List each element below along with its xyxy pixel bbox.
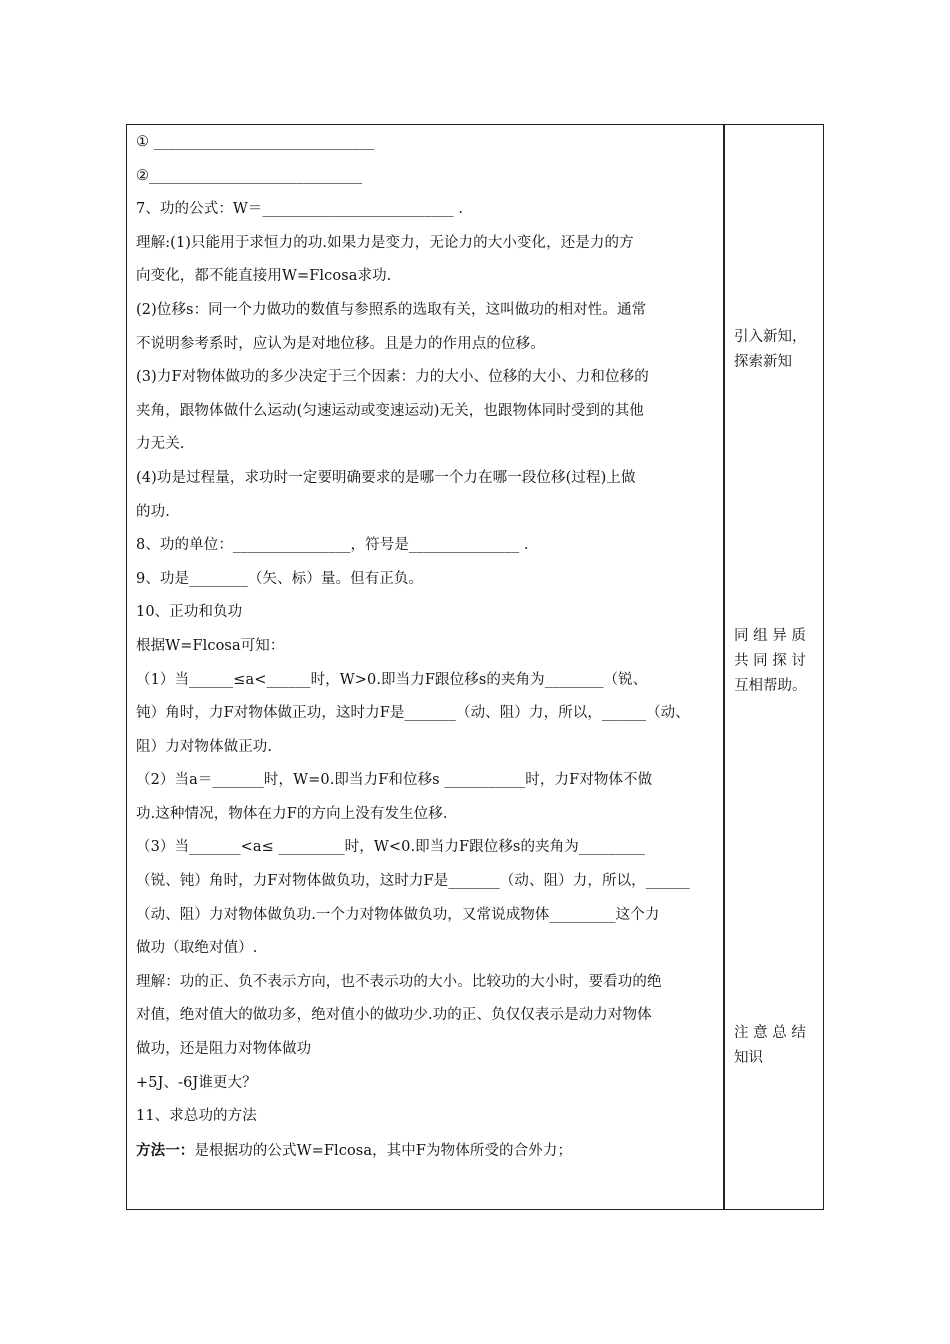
method-one-line (136, 1134, 716, 1168)
text-line: 9、功是________（矢、标）量。但有正负。 (136, 570, 424, 587)
text-line: (4)功是过程量，求功时一定要明确要求的是哪一个力在哪一段位移(过程)上做 (136, 469, 636, 486)
text-line: 的功. (136, 503, 170, 520)
main-column (136, 126, 716, 1167)
text-line: +5J、-6J谁更大？ (136, 1074, 257, 1091)
text-line: 做功，还是阻力对物体做功 (136, 1041, 312, 1058)
text-line: （3）当_______<a≤ _________时，W<0.即当力F跟位移s的夹角为_________ (136, 839, 646, 856)
text-line: 11、求总功的方法 (136, 1108, 257, 1125)
text-line: 7、功的公式：W＝__________________________ . (136, 201, 464, 218)
text-line: （1）当______≤a<______时，W>0.即当力F跟位移s的夹角为________（锐、 (136, 671, 648, 688)
side-note-line: 注 意 总 结 (734, 1025, 806, 1041)
side-note-line: 知识 (734, 1050, 763, 1066)
side-note-group (734, 624, 818, 699)
text-line: 力无关. (136, 436, 185, 453)
text-line: 钝）角时，力F对物体做正功，这时力F是_______（动、阻）力，所以，______（动、 (136, 705, 690, 722)
text-line: 理解：功的正、负不表示方向，也不表示功的大小。比较功的大小时，要看功的绝 (136, 973, 662, 990)
text-line: （锐、钝）角时，力F对物体做负功，这时力F是_______（动、阻）力，所以，______ (136, 873, 690, 890)
column-divider (723, 124, 725, 1210)
text-line: 对值，绝对值大的做功多，绝对值小的做功少.功的正、负仅仅表示是动力对物体 (136, 1007, 652, 1024)
text-line: (3)力F对物体做功的多少决定于三个因素：力的大小、位移的大小、力和位移的 (136, 369, 649, 386)
text-line: 功.这种情况，物体在力F的方向上没有发生位移. (136, 805, 448, 822)
side-note-line: 互相帮助。 (734, 678, 807, 694)
side-note-intro (734, 325, 818, 375)
side-note-line: 探索新知 (734, 354, 792, 370)
text-line: ① ______________________________ (136, 134, 375, 150)
text-line: （动、阻）力对物体做负功.一个力对物体做负功，又常说成物体_________这个力 (136, 906, 660, 923)
text-line: 向变化，都不能直接用W=Flcosa求功. (136, 268, 392, 285)
side-note-line: 同 组 异 质 (734, 628, 806, 644)
text-line: ②_____________________________ (136, 167, 363, 184)
method-one-label: 方法一： (136, 1141, 195, 1159)
text-line: 夹角，跟物体做什么运动(匀速运动或变速运动)无关，也跟物体同时受到的其他 (136, 402, 644, 419)
text-line: （2）当a＝_______时，W=0.即当力F和位移s ___________时，力F对物体不做 (136, 772, 653, 789)
text-line: 不说明参考系时，应认为是对地位移。且是力的作用点的位移。 (136, 335, 545, 352)
text-line: 10、正功和负功 (136, 604, 243, 621)
text-line: 阻）力对物体做正功. (136, 738, 273, 755)
text-line: 根据W=Flcosa可知： (136, 637, 285, 654)
text-line: 做功（取绝对值）. (136, 940, 258, 957)
side-note-summary (734, 1021, 818, 1071)
side-note-line: 引入新知， (734, 329, 807, 345)
side-note-line: 共 同 探 讨 (734, 653, 806, 669)
text-line: 8、功的单位：________________，符号是_______________ . (136, 537, 529, 554)
text-line: 理解:(1)只能用于求恒力的功.如果力是变力，无论力的大小变化，还是力的方 (136, 234, 634, 251)
text-line: (2)位移s：同一个力做功的数值与参照系的选取有关，这叫做功的相对性。通常 (136, 301, 647, 318)
method-one-text: 是根据功的公式W=Flcosa，其中F为物体所受的合外力； (194, 1142, 573, 1159)
